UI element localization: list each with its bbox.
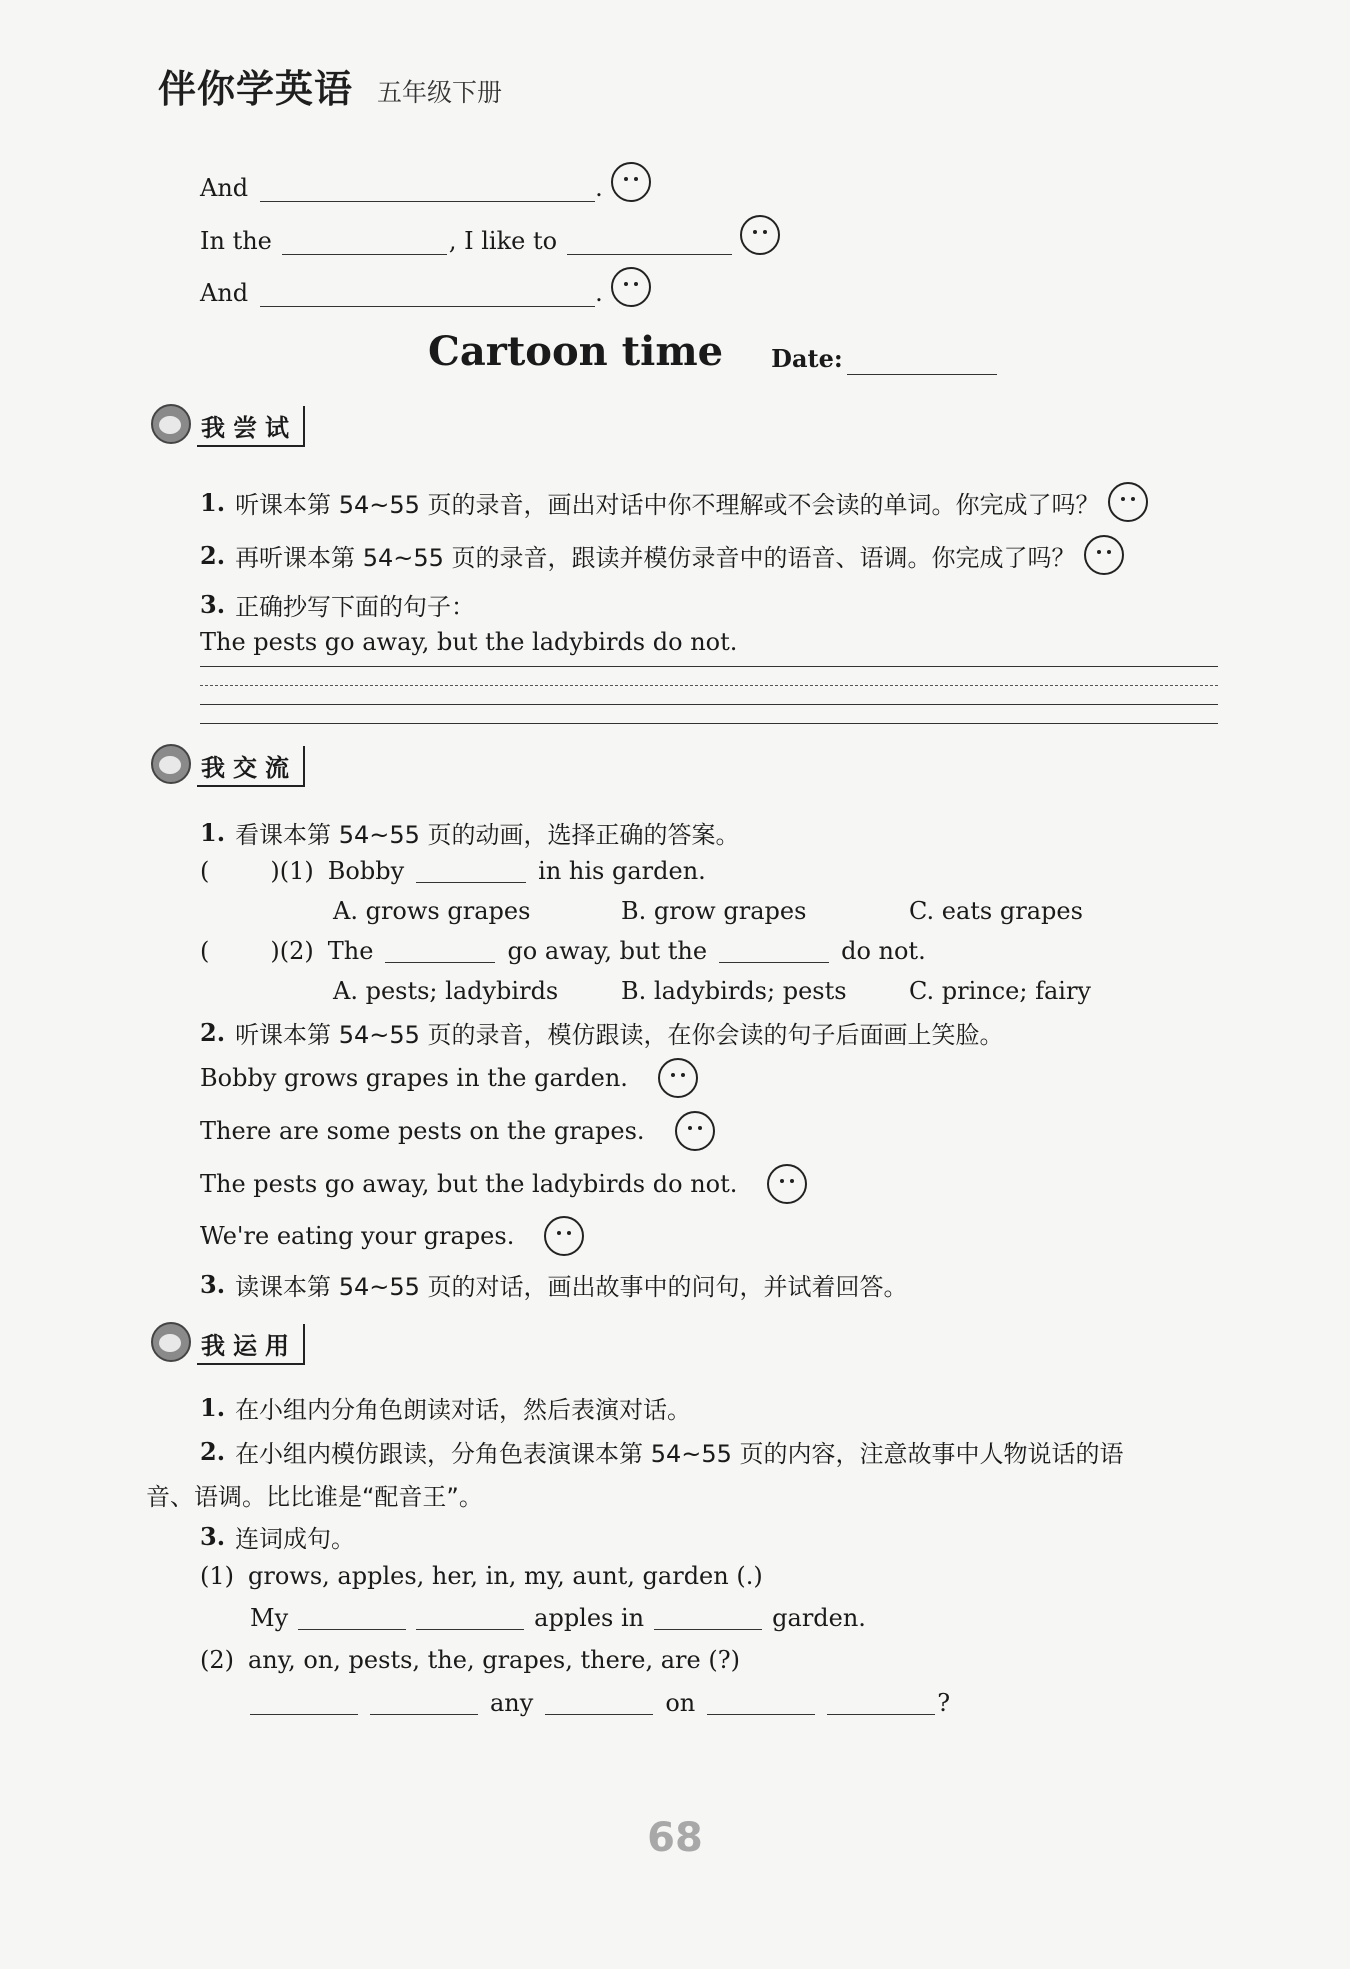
period: . — [595, 174, 603, 202]
arrange-words-1 — [200, 1562, 763, 1590]
section-title-use: 我运用 — [197, 1324, 305, 1365]
answer-text: apples in — [534, 1604, 645, 1632]
try-item-1 — [200, 482, 1148, 522]
option-c: C. prince; fairy — [909, 977, 1091, 1005]
item-text: 在小组内分角色朗读对话，然后表演对话。 — [235, 1396, 692, 1424]
use-q2-continued — [146, 1477, 483, 1512]
section-header-try — [145, 400, 305, 452]
and-label: And — [200, 174, 249, 202]
answer-blank[interactable] — [707, 1692, 815, 1715]
copy-writing-lines[interactable] — [200, 648, 1218, 724]
mc-question-2 — [200, 937, 926, 965]
word-list: any, on, pests, the, grapes, there, are (?) — [248, 1646, 740, 1674]
item-text: 正确抄写下面的句子： — [235, 593, 476, 621]
answer-text: on — [665, 1689, 696, 1717]
answer-blank[interactable] — [370, 1692, 478, 1715]
answer-text: My — [250, 1604, 289, 1632]
question-label: (1) — [279, 857, 314, 885]
item-number: 2. — [200, 540, 226, 570]
answer-paren[interactable]: ( ) — [200, 937, 280, 965]
fill-line-and-2 — [200, 267, 651, 307]
smiley-face-icon[interactable] — [1108, 482, 1148, 522]
mascot-kids-icon — [145, 740, 197, 792]
try-item-2 — [200, 535, 1124, 575]
read-sentence-3 — [200, 1164, 807, 1204]
item-number: 3. — [200, 1522, 226, 1551]
try-item-3 — [200, 587, 475, 622]
date-label: Date: — [771, 344, 843, 373]
answer-blank[interactable] — [719, 940, 829, 963]
period: . — [595, 279, 603, 307]
copy-sentence: The pests go away, but the ladybirds do not. — [200, 628, 738, 656]
talk-q3 — [200, 1267, 908, 1302]
arrange-answer-1 — [250, 1604, 866, 1632]
page-number: 68 — [647, 1815, 703, 1861]
section-title: Cartoon time — [428, 328, 724, 375]
item-text: 再听课本第 54~55 页的录音，跟读并模仿录音中的语音、语调。你完成了吗？ — [235, 543, 1076, 572]
talk-q2 — [200, 1015, 1004, 1050]
talk-q1 — [200, 815, 740, 850]
item-number: 1. — [200, 818, 226, 847]
smiley-face-icon[interactable] — [767, 1164, 807, 1204]
question-label: (1) — [200, 1562, 234, 1590]
word-list: grows, apples, her, in, my, aunt, garden (.) — [248, 1562, 763, 1590]
answer-blank[interactable] — [250, 1692, 358, 1715]
arrange-words-2 — [200, 1646, 740, 1674]
fill-line-in-the — [200, 215, 780, 255]
answer-text: ? — [937, 1689, 951, 1717]
smiley-face-icon[interactable] — [1084, 535, 1124, 575]
item-text: 听课本第 54~55 页的录音，模仿跟读，在你会读的句子后面画上笑脸。 — [235, 1021, 1004, 1049]
mascot-girl-icon — [145, 1318, 197, 1370]
sentence-text: Bobby grows grapes in the garden. — [200, 1064, 628, 1092]
item-number: 1. — [200, 487, 226, 517]
answer-blank[interactable] — [298, 1607, 406, 1630]
section-header-talk — [145, 740, 305, 792]
smiley-face-icon[interactable] — [544, 1216, 584, 1256]
question-label: (2) — [200, 1646, 234, 1674]
page-header — [150, 58, 502, 117]
and-label: And — [200, 279, 249, 307]
item-text: 在小组内模仿跟读，分角色表演课本第 54~55 页的内容，注意故事中人物说话的语 — [235, 1440, 1124, 1468]
arrange-answer-2 — [250, 1689, 950, 1717]
stem-text: Bobby — [327, 857, 405, 885]
smiley-face-icon[interactable] — [740, 215, 780, 255]
use-q3 — [200, 1519, 355, 1554]
item-text: 连词成句。 — [235, 1525, 356, 1553]
read-sentence-4 — [200, 1216, 584, 1256]
sentence-text: The pests go away, but the ladybirds do not. — [200, 1170, 738, 1198]
answer-paren[interactable]: ( ) — [200, 857, 280, 885]
sentence-text: We're eating your grapes. — [200, 1222, 515, 1250]
stem-text: in his garden. — [538, 857, 706, 885]
smiley-face-icon[interactable] — [611, 162, 651, 202]
brand-title: 伴你学英语 — [150, 58, 361, 117]
cartoon-time-heading — [428, 328, 997, 375]
option-c: C. eats grapes — [909, 897, 1083, 925]
read-sentence-2 — [200, 1111, 715, 1151]
section-header-use — [145, 1318, 305, 1370]
section-title-try: 我尝试 — [197, 406, 305, 447]
stem-text: The — [327, 937, 374, 965]
use-q2 — [200, 1434, 1124, 1469]
section-title-talk: 我交流 — [197, 746, 305, 787]
mc-options-2 — [333, 977, 1091, 1005]
answer-blank[interactable] — [567, 228, 732, 255]
item-number: 3. — [200, 590, 226, 619]
i-like-to-label: , I like to — [448, 227, 558, 255]
answer-blank[interactable] — [416, 1607, 524, 1630]
stem-text: do not. — [841, 937, 926, 965]
question-label: (2) — [279, 937, 314, 965]
in-the-label: In the — [200, 227, 272, 255]
answer-text: garden. — [772, 1604, 866, 1632]
item-text: 看课本第 54~55 页的动画，选择正确的答案。 — [235, 821, 740, 849]
mc-question-1 — [200, 857, 706, 885]
fill-line-and-1 — [200, 162, 651, 202]
item-number: 2. — [200, 1018, 226, 1047]
grade-label: 五年级下册 — [377, 78, 503, 107]
answer-blank[interactable] — [282, 228, 447, 255]
item-text: 读课本第 54~55 页的对话，画出故事中的问句，并试着回答。 — [235, 1273, 908, 1301]
answer-blank[interactable] — [545, 1692, 653, 1715]
answer-blank[interactable] — [260, 175, 595, 202]
smiley-face-icon[interactable] — [658, 1058, 698, 1098]
stem-text: go away, but the — [507, 937, 708, 965]
sentence-text: There are some pests on the grapes. — [200, 1117, 645, 1145]
item-text: 听课本第 54~55 页的录音，画出对话中你不理解或不会读的单词。你完成了吗？ — [235, 490, 1100, 519]
option-a: A. pests; ladybirds — [333, 977, 559, 1005]
item-number: 2. — [200, 1437, 226, 1466]
answer-blank[interactable] — [385, 940, 495, 963]
item-text: 音、语调。比比谁是“配音王”。 — [146, 1483, 483, 1511]
item-number: 3. — [200, 1270, 226, 1299]
mc-options-1 — [333, 897, 1083, 925]
answer-text: any — [490, 1689, 534, 1717]
smiley-face-icon[interactable] — [611, 267, 651, 307]
item-number: 1. — [200, 1393, 226, 1422]
use-q1 — [200, 1390, 691, 1425]
answer-blank[interactable] — [416, 860, 526, 883]
answer-blank[interactable] — [654, 1607, 762, 1630]
smiley-face-icon[interactable] — [675, 1111, 715, 1151]
option-b: B. grow grapes — [621, 897, 807, 925]
option-b: B. ladybirds; pests — [621, 977, 847, 1005]
read-sentence-1 — [200, 1058, 698, 1098]
answer-blank[interactable] — [827, 1692, 935, 1715]
mascot-girl-icon — [145, 400, 197, 452]
option-a: A. grows grapes — [333, 897, 531, 925]
answer-blank[interactable] — [260, 280, 595, 307]
date-blank[interactable] — [847, 354, 997, 375]
